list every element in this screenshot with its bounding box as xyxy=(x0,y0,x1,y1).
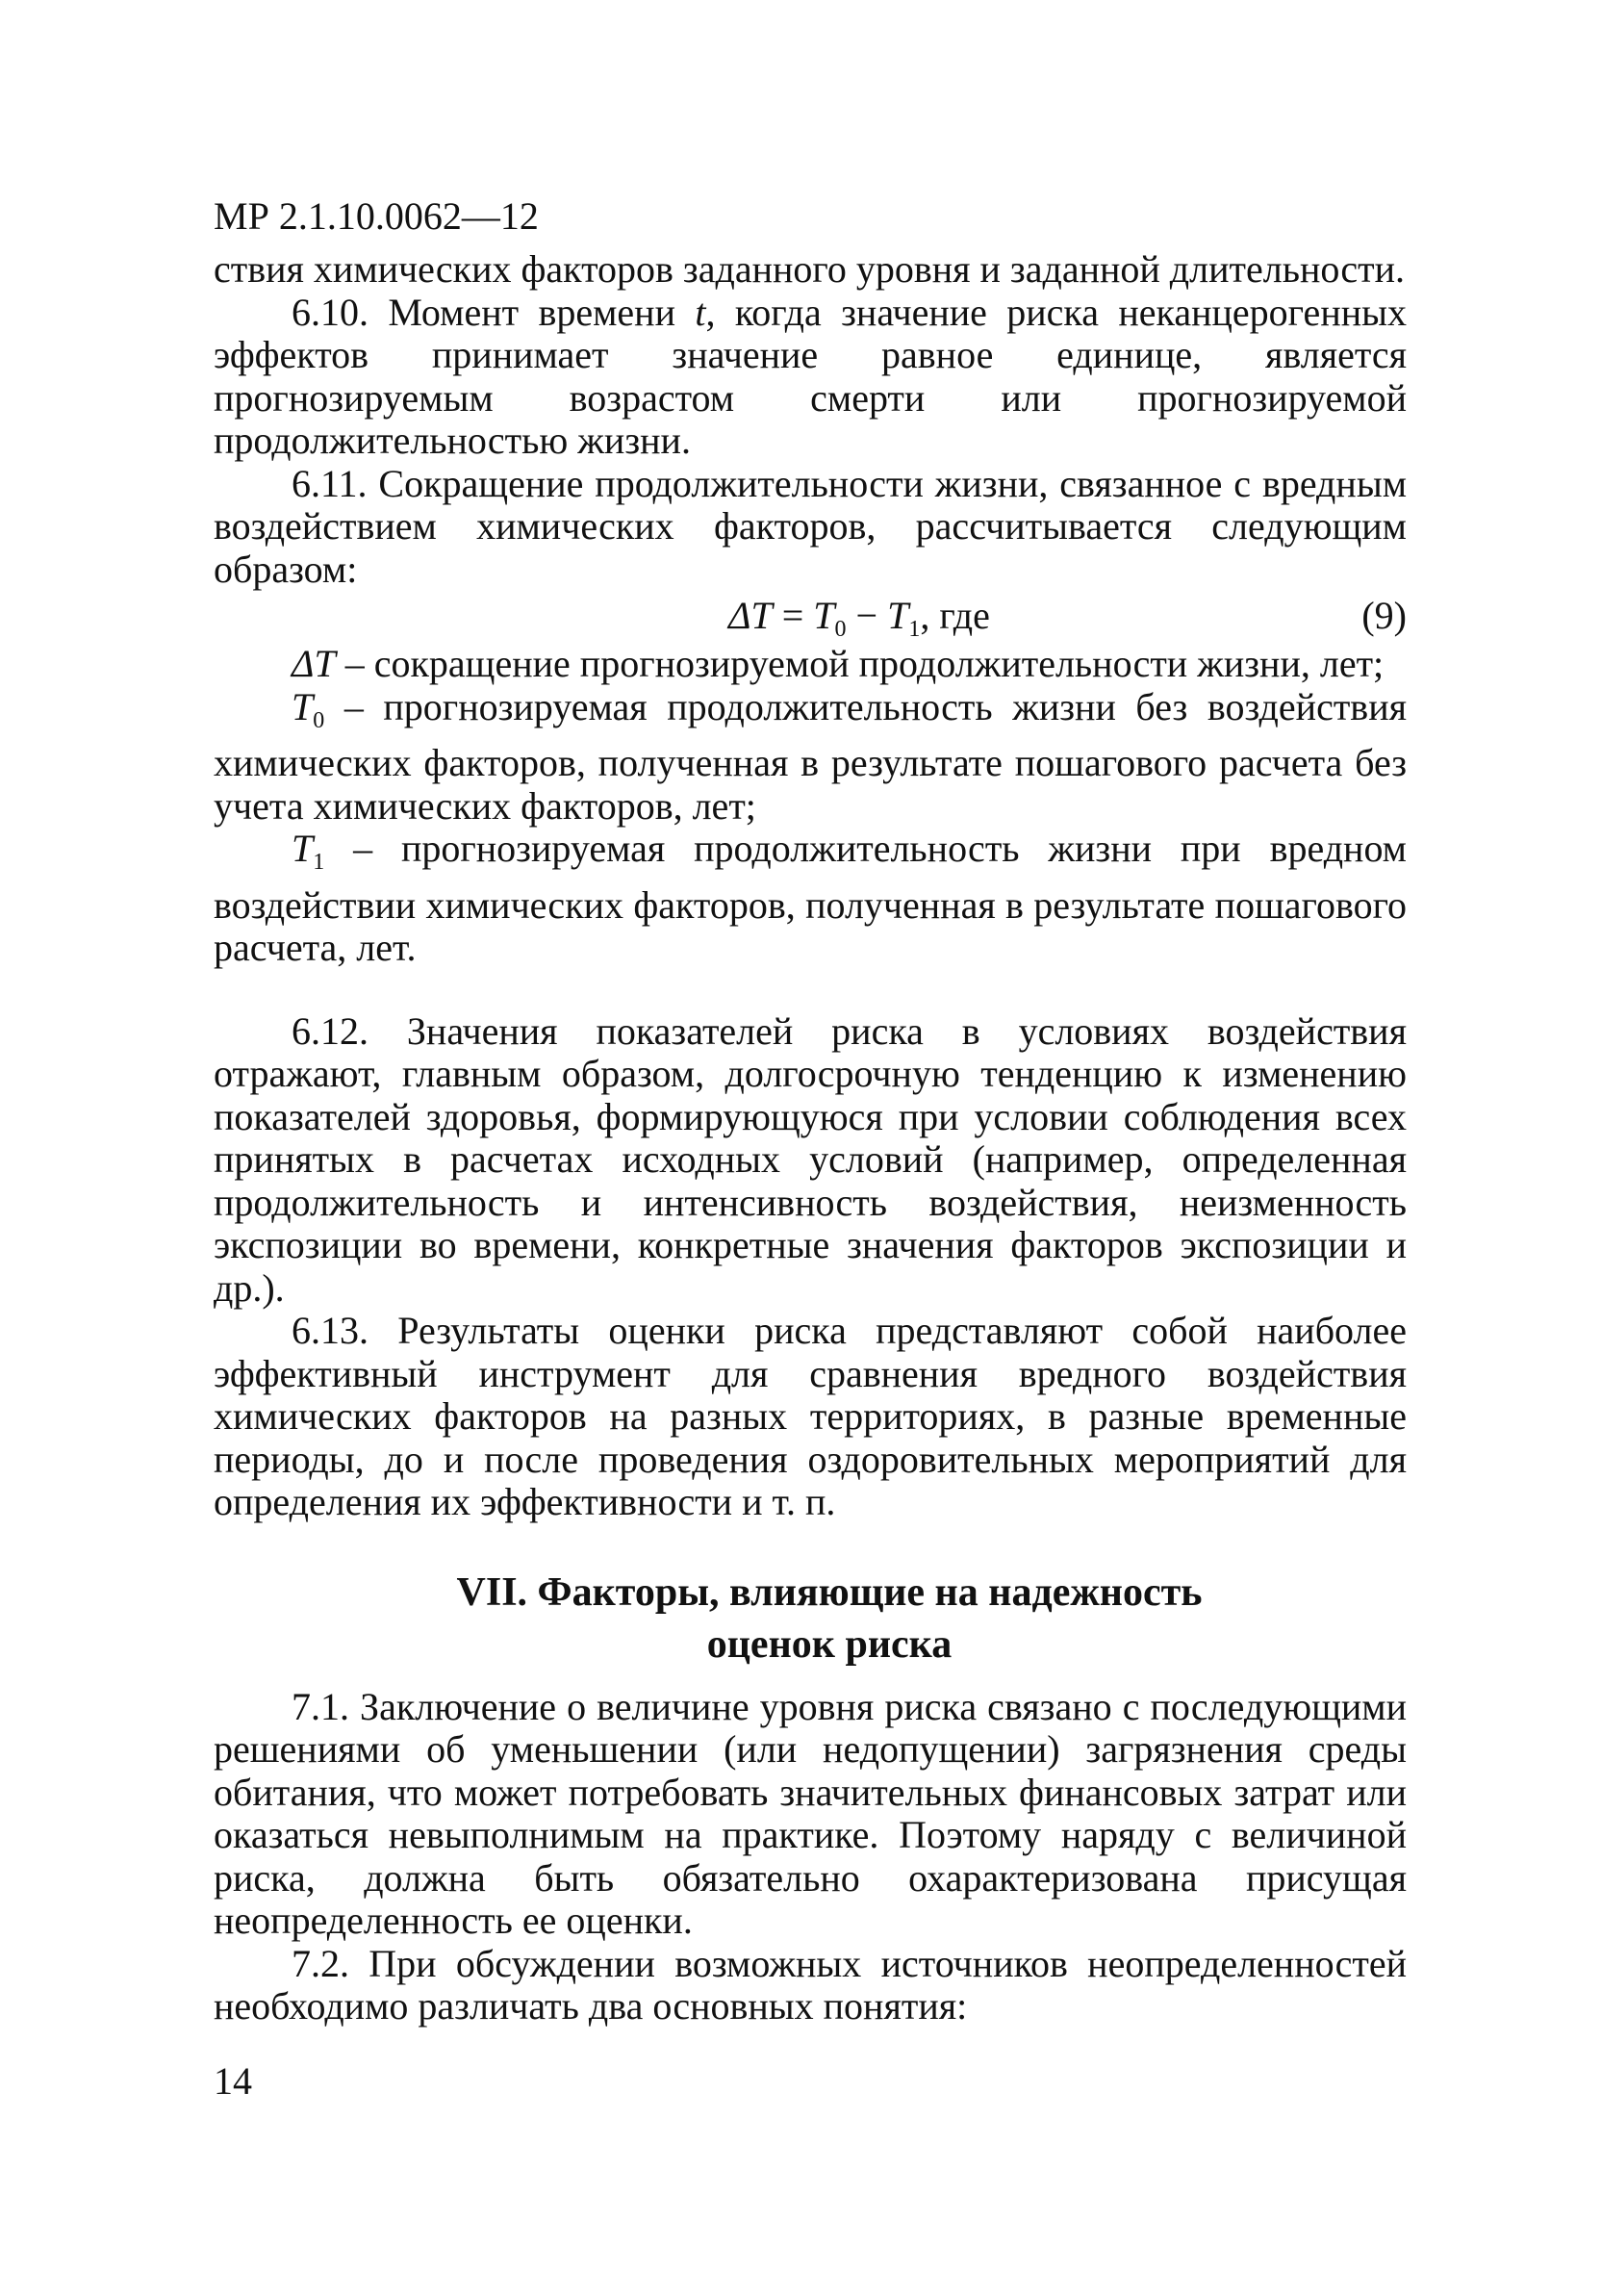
definition-t0 xyxy=(214,686,1407,829)
paragraph-6-10 xyxy=(214,292,1407,463)
formula-equals: = xyxy=(772,594,814,637)
definition-t1-symbol: T xyxy=(292,827,314,870)
definition-t1-text: – прогнозируемая продолжительность жизни при вредном воздействии химических факторов, полученная в результате пошагового расчета, лет. xyxy=(214,827,1407,969)
definition-t0-subscript: 0 xyxy=(313,707,325,733)
formula-where: , где xyxy=(920,594,990,637)
definition-delta-t-symbol: ΔT xyxy=(292,642,336,685)
document-page xyxy=(214,192,1407,2028)
paragraph-7-2: 7.2. При обсуждении возможных источников неопределенностей необходимо различать два основных понятия: xyxy=(214,1941,1407,2028)
paragraph-6-10-end: , когда значение риска неканцерогенных эффектов принимает значение равное единице, является прогнозируемым возрастом смерти или прогнозируемой продолжительностью жизни. xyxy=(214,290,1408,462)
page-number: 14 xyxy=(214,2059,252,2103)
paragraph-6-11: 6.11. Сокращение продолжительности жизни, связанное с вредным воздействием химических факторов, рассчитывается следующим образом: xyxy=(214,461,1407,591)
formula-expression xyxy=(728,593,990,652)
paragraph-gap xyxy=(214,970,1407,1010)
formula-t0-subscript: 0 xyxy=(834,617,847,642)
time-variable-t: t xyxy=(695,290,706,334)
definition-t0-text: – прогнозируемая продолжительность жизни без воздействия химических факторов, полученная в результате пошагового расчета без учета химических факторов, лет; xyxy=(214,684,1407,828)
formula-number: (9) xyxy=(1361,594,1407,637)
formula-t1-subscript: 1 xyxy=(908,617,921,642)
definition-t1 xyxy=(214,828,1407,970)
section-heading-line-2: оценок риска xyxy=(706,1621,953,1667)
section-heading xyxy=(214,1567,1407,1671)
paragraph-6-12: 6.12. Значения показателей риска в условиях воздействия отражают, главным образом, долгосрочную тенденцию к изменению показателей здоровья, формирующуюся при условии соблюдения всех принятых в расчетах исходных условий (например, определенная продолжительность и интенсивность воздействия, неизменность экспозиции во времени, конкретные значения факторов экспозиции и др.). xyxy=(214,1008,1407,1310)
formula-9 xyxy=(214,593,1407,642)
document-header: МР 2.1.10.0062—12 xyxy=(214,194,539,238)
paragraph-6-10-start: 6.10. Момент времени xyxy=(292,290,696,334)
definition-t1-subscript: 1 xyxy=(313,850,325,875)
section-heading-line-1: VII. Факторы, влияющие на надежность xyxy=(456,1569,1203,1615)
paragraph-continuation: ствия химических факторов заданного уровня и заданной длительности. xyxy=(214,247,1405,291)
definition-t0-symbol: T xyxy=(292,684,314,728)
formula-delta-t: ΔT xyxy=(728,594,773,637)
formula-minus: − xyxy=(846,594,888,637)
definition-delta-t-text: – сокращение прогнозируемой продолжительности жизни, лет; xyxy=(335,642,1385,685)
paragraph-6-13: 6.13. Результаты оценки риска представляют собой наиболее эффективный инструмент для сравнения вредного воздействия химических факторов на разных территориях, в разные временные периоды, до и после проведения оздоровительных мероприятий для определения их эффективности и т. п. xyxy=(214,1309,1407,1523)
formula-t1-symbol: T xyxy=(887,594,909,637)
formula-t0-symbol: T xyxy=(813,594,835,637)
paragraph-7-1: 7.1. Заключение о величине уровня риска связано с последующими решениями об уменьшении (или недопущении) загрязнения среды обитания, что может потребовать значительных финансовых затрат или оказаться невыполнимым на практике. Поэтому наряду с величиной риска, должна быть обязательно охарактеризована присущая неопределенность ее оценки. xyxy=(214,1684,1407,1942)
